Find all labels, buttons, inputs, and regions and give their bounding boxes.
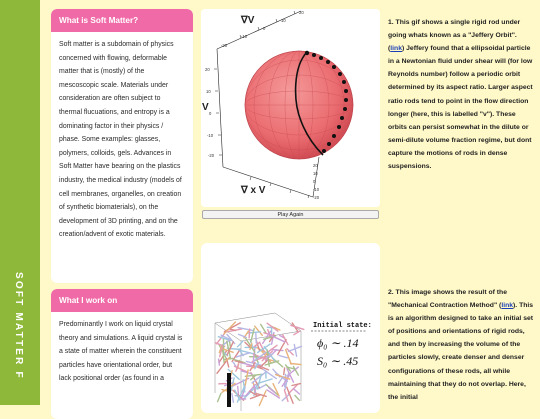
rod-packing-figure: [201, 243, 380, 413]
desc2-link[interactable]: link: [501, 302, 513, 309]
work-card: [51, 289, 193, 419]
sidebar-title: SOFT MATTER F: [13, 272, 24, 380]
rod: [238, 386, 239, 395]
rod: [261, 324, 266, 333]
s-value: S₀ ∼ .45: [317, 354, 358, 368]
play-again-button[interactable]: Play Again: [202, 210, 379, 219]
desc2-text-a: 2. This image shows the result of the "Mechanical Contraction Method" (: [388, 289, 507, 309]
black-rod: [227, 373, 231, 407]
tick-bottom-4: -20: [313, 195, 320, 200]
tick-top-0: 20: [299, 10, 304, 15]
work-card-body: Predominantly I work on liquid crystal theory and simulations. A liquid crystal is a state of matter wherein the constituent particles have orientational order, but lack positional order (as found in a: [51, 312, 193, 394]
desc1-text-a: 1. This gif shows a single rigid rod under going whats known as a "Jeffery Orbit". (: [388, 19, 520, 52]
tick-bottom-1: 10: [313, 171, 318, 176]
tick-bottom-0: 20: [313, 163, 318, 168]
mechanical-contraction-description: [388, 286, 534, 404]
soft-matter-card-title: What is Soft Matter?: [51, 9, 193, 32]
tick-left-2: 0: [209, 111, 212, 116]
rod: [279, 356, 287, 358]
axis-label-bottom: ∇ x V: [240, 185, 266, 196]
rod: [294, 345, 296, 357]
rod: [291, 325, 304, 329]
rod: [232, 394, 234, 403]
rod: [217, 362, 226, 373]
tick-bottom-2: 0: [313, 179, 316, 184]
tick-left-0: 20: [205, 67, 210, 72]
jeffery-orbit-figure: [201, 9, 380, 207]
axis-label-top: ∇V: [240, 15, 255, 26]
axis-bottom-left: [223, 167, 313, 197]
soft-matter-card: [51, 9, 193, 283]
rod: [292, 384, 301, 386]
tick-top-3: -10: [241, 34, 248, 39]
axis-left: [217, 49, 223, 167]
jeffery-orbit-description: [388, 16, 534, 173]
rod: [291, 364, 302, 365]
rod: [224, 322, 235, 334]
rod: [249, 329, 250, 338]
rod: [218, 393, 221, 401]
tick-top-2: 0: [263, 26, 266, 31]
rod: [230, 329, 236, 331]
rod: [238, 341, 243, 347]
tick-bottom-3: -10: [313, 187, 320, 192]
tick-left-1: 10: [206, 89, 211, 94]
desc1-link[interactable]: link: [390, 45, 402, 52]
sidebar: [0, 0, 40, 405]
rod: [259, 391, 266, 406]
tick-top-4: -20: [221, 43, 228, 48]
tick-left-3: -10: [207, 133, 214, 138]
rod: [279, 377, 283, 383]
phi-value: ϕ₀ ∼ .14: [317, 336, 358, 350]
rod: [295, 395, 300, 400]
soft-matter-card-body: Soft matter is a subdomain of physics concerned with flowing, deformable matter that is (mostly) of the mescoscopic scale. Materials under consideration are often subject to thermal flucuations, and entropy is a dominating factor in their physics / phase. Some examples: glasses, polymers, colloids, gels. Advances in Soft Matter have bearing on the plastics industry, the medical industry (models of cell membranes, organelles, on creation of synthetic biomaterials), on the development of 3D printing, and on the creation/advent of exotic materials.: [51, 32, 193, 250]
rod: [293, 389, 299, 394]
rod: [219, 359, 220, 365]
desc2-text-b: ). This is an algorithm designed to take an initial set of positions and orientations of rigid rods, and then by increasing the volume of the particles slowly, create denser and denser configurations of these rods, all while maintaining that they do not overlap. Here, the initial: [388, 302, 533, 401]
rod: [284, 368, 285, 375]
tick-top-1: 10: [281, 18, 286, 23]
tick-left-4: -20: [208, 153, 215, 158]
work-card-title: What I work on: [51, 289, 193, 312]
axis-label-left: V: [202, 102, 209, 113]
desc1-text-b: ) Jeffery found that a ellipsoidal particle in a Newtonian fluid under shear will (for low Reynolds number) follow a periodic orbit determined by its aspect ratio. Larger aspect ratio rods tend to point in the flow direction longer (here, this is labelled "v"). These orbits can persist somewhat in the dilute or semi-dilute volume fraction regime, but dont capture the motions of rods in dense suspensions.: [388, 45, 533, 170]
initial-state-title: Initial state:: [313, 322, 372, 330]
